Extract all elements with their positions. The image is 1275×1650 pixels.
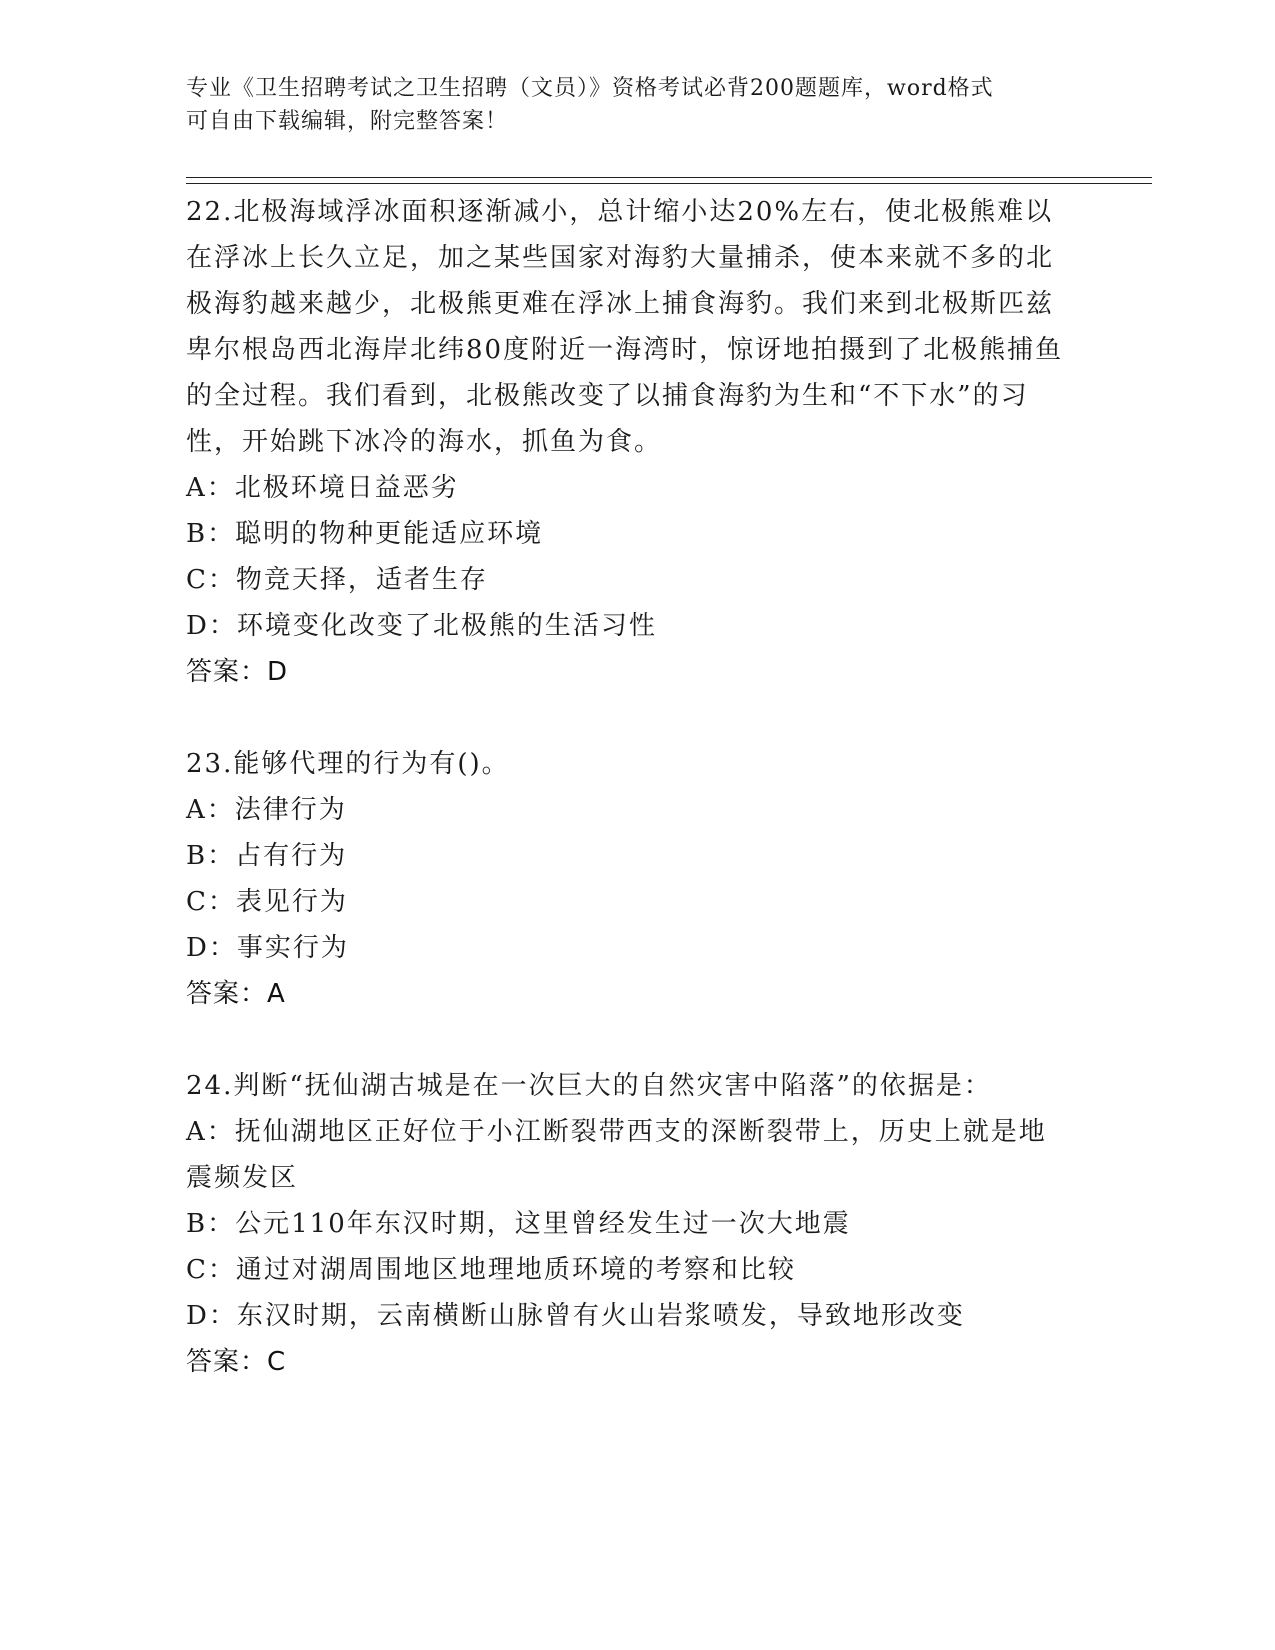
- header-divider-bottom: [186, 183, 1152, 184]
- question-stem: 22.北极海域浮冰面积逐渐减小，总计缩小达20%左右，使北极熊难以在浮冰上长久立足，加之某些国家对海豹大量捕杀，使本来就不多的北极海豹越来越少，北极熊更难在浮冰上捕食海豹。我们来到北极斯匹兹卑尔根岛西北海岸北纬80度附近一海湾时，惊讶地拍摄到了北极熊捕鱼的全过程。我们看到，北极熊改变了以捕食海豹为生和“不下水”的习性，开始跳下冰冷的海水，抓鱼为食。: [186, 197, 1064, 457]
- header-line-2: 可自由下载编辑，附完整答案！: [186, 109, 509, 134]
- document-header: [186, 72, 1066, 138]
- option-c: C：物竞天择，适者生存: [186, 565, 488, 595]
- question-spacer: [186, 695, 1066, 741]
- question-22: [186, 189, 1066, 695]
- option-c: C：表见行为: [186, 887, 348, 917]
- option-d: D：环境变化改变了北极熊的生活习性: [186, 611, 657, 641]
- option-b: B：聪明的物种更能适应环境: [186, 519, 544, 549]
- option-a: A：法律行为: [186, 795, 347, 825]
- answer-line: 答案：D: [186, 657, 289, 687]
- option-b: B：占有行为: [186, 841, 348, 871]
- question-spacer: [186, 1017, 1066, 1063]
- question-list: [186, 189, 1066, 1385]
- answer-line: 答案：C: [186, 1347, 287, 1377]
- header-divider-top: [186, 177, 1152, 178]
- option-a: A：北极环境日益恶劣: [186, 473, 459, 503]
- option-d: D：东汉时期，云南横断山脉曾有火山岩浆喷发，导致地形改变: [186, 1301, 965, 1331]
- question-stem: 23.能够代理的行为有()。: [186, 749, 510, 779]
- option-b: B：公元110年东汉时期，这里曾经发生过一次大地震: [186, 1209, 851, 1239]
- option-c: C：通过对湖周围地区地理地质环境的考察和比较: [186, 1255, 796, 1285]
- option-d: D：事实行为: [186, 933, 349, 963]
- answer-line: 答案：A: [186, 979, 286, 1009]
- question-23: [186, 741, 1066, 1017]
- question-stem: 24.判断“抚仙湖古城是在一次巨大的自然灾害中陷落”的依据是：: [186, 1071, 992, 1101]
- question-24: [186, 1063, 1066, 1385]
- header-line-1: 专业《卫生招聘考试之卫生招聘（文员）》资格考试必背200题题库，word格式: [186, 76, 994, 101]
- option-a: A：抚仙湖地区正好位于小江断裂带西支的深断裂带上，历史上就是地震频发区: [186, 1117, 1047, 1193]
